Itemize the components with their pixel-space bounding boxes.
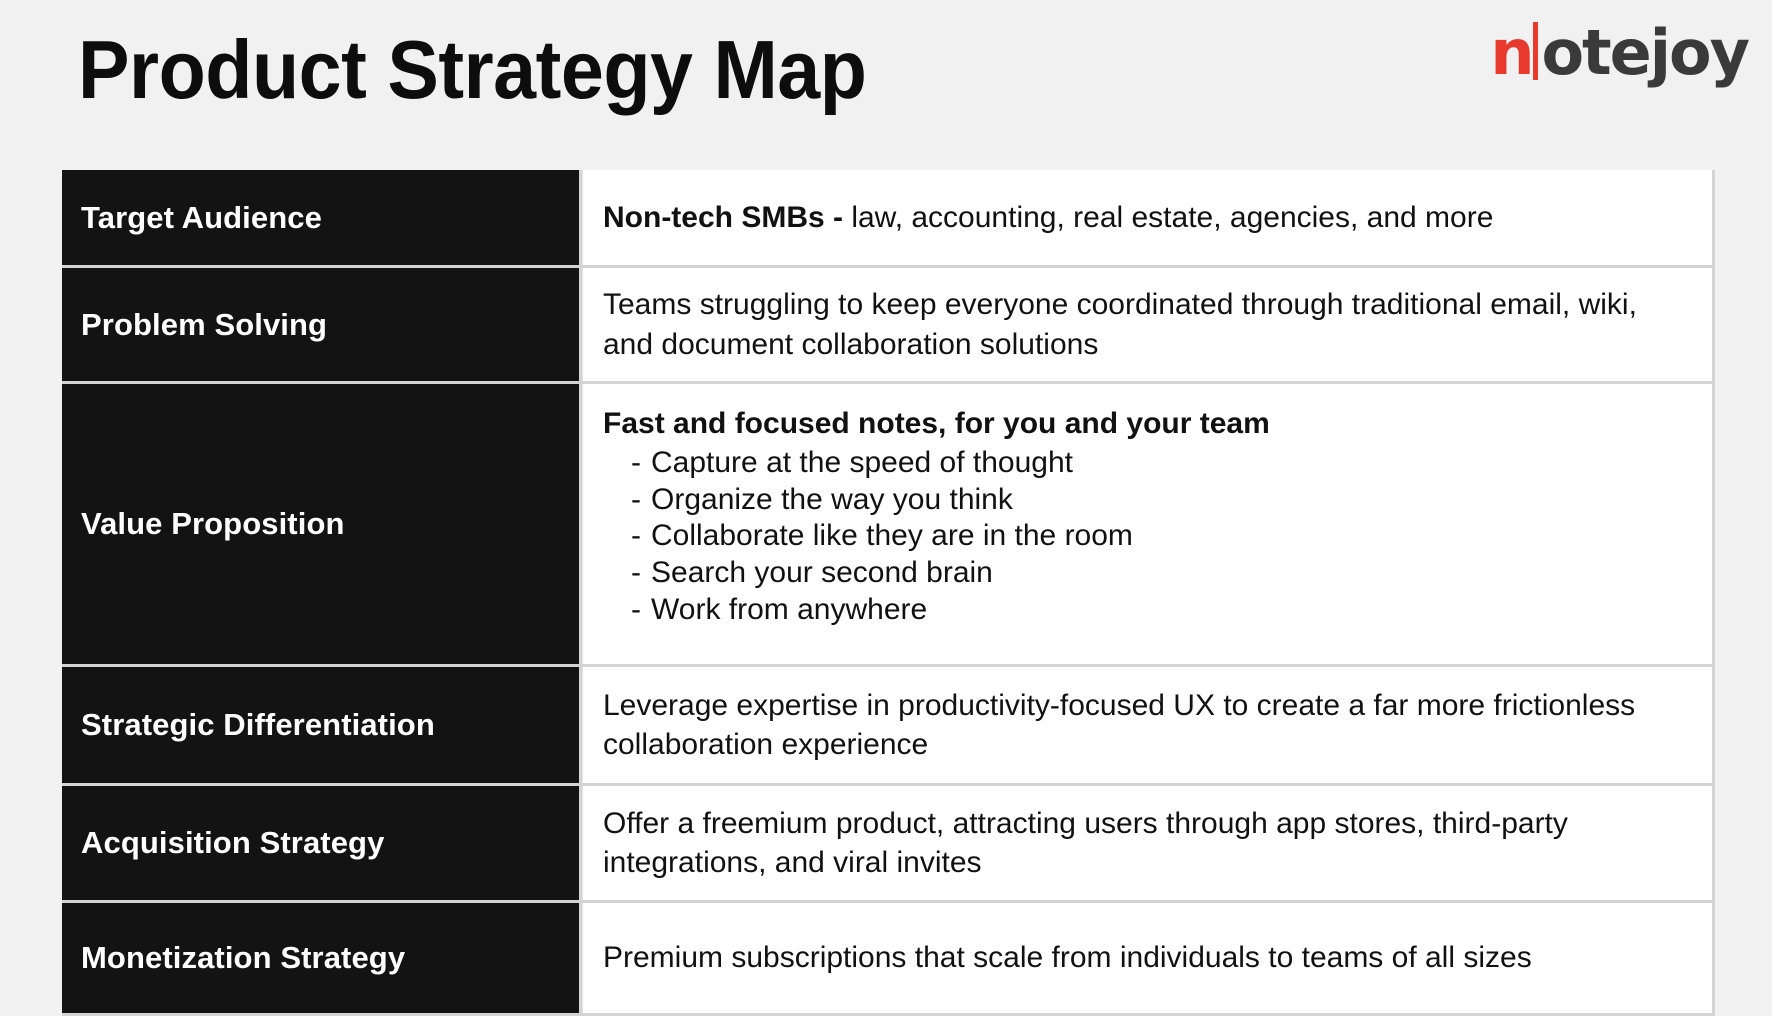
row-label: Strategic Differentiation [62,667,582,783]
bullet-dash-icon: - [631,482,641,516]
bullet-dash-icon: - [631,592,641,626]
row-label: Acquisition Strategy [62,786,582,900]
bullet-dash-icon: - [631,519,641,553]
row-content [582,170,1715,265]
strategy-table [62,170,1715,1016]
bullet-item [603,592,1694,629]
row-content-text [603,686,1694,765]
table-row [62,903,1715,1016]
row-content-body: Leverage expertise in productivity-focused UX to create a far more frictionless collaboration experience [603,688,1636,761]
table-row [62,667,1715,786]
bullet-dash-icon: - [631,556,641,590]
row-label: Value Proposition [62,384,582,664]
row-content [582,786,1715,900]
table-row [62,384,1715,667]
bullet-item [603,482,1694,519]
bullet-item [603,445,1694,482]
row-content-text [603,938,1694,977]
page-title: Product Strategy Map [78,23,867,116]
bullet-text: Work from anywhere [651,592,928,626]
row-content [582,268,1715,381]
slide-header [0,0,1772,150]
row-content-text [603,804,1694,883]
logo-wordmark: otejoy [1541,16,1748,89]
table-row [62,268,1715,384]
logo-cursor-icon [1533,22,1538,80]
table-row [62,170,1715,268]
row-content [582,384,1715,664]
row-content-body: Teams struggling to keep everyone coordinated through traditional email, wiki, and document collaboration solutions [603,288,1637,361]
row-content [582,903,1715,1013]
row-label: Problem Solving [62,268,582,381]
bullet-dash-icon: - [631,446,641,480]
row-label: Target Audience [62,170,582,265]
row-content-text [603,198,1694,237]
row-content [582,667,1715,783]
bullet-item [603,555,1694,592]
bullet-text: Organize the way you think [651,482,1013,516]
bullet-text: Collaborate like they are in the room [651,519,1133,553]
row-label: Monetization Strategy [62,903,582,1013]
bullet-text: Search your second brain [651,556,993,590]
row-content-body: Offer a freemium product, attracting users through app stores, third-party integrations, and viral invites [603,806,1568,879]
value-prop-headline: Fast and focused notes, for you and your team [603,407,1270,440]
bullet-text: Capture at the speed of thought [651,446,1073,480]
logo-letter-n: n [1490,16,1533,89]
row-content-emphasis: Non-tech SMBs - [603,200,843,234]
bullet-list [603,445,1694,628]
table-row [62,786,1715,903]
row-content-body: law, accounting, real estate, agencies, and more [843,200,1494,234]
row-content-body: Premium subscriptions that scale from individuals to teams of all sizes [603,941,1532,975]
notejoy-logo [1490,16,1748,89]
bullet-item [603,518,1694,555]
row-content-text [603,285,1694,364]
